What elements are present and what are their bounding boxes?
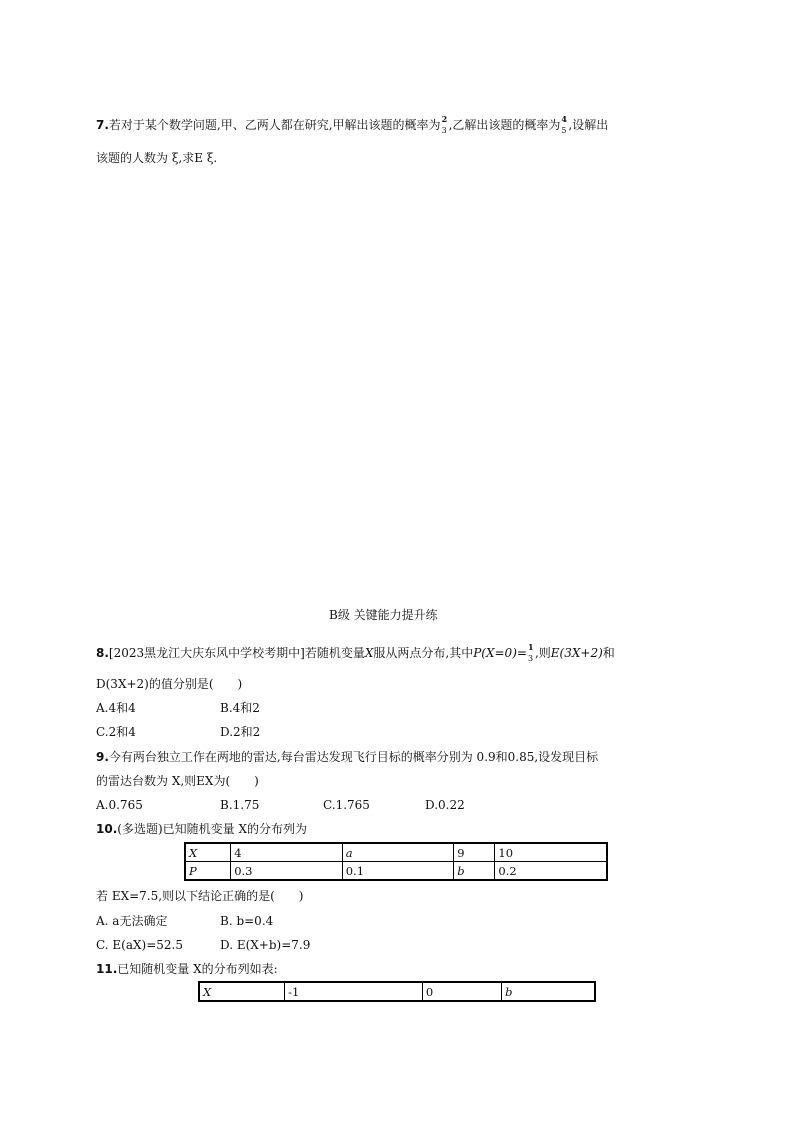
table-row (199, 982, 595, 1001)
q8-option-b: B.4和2 (220, 701, 260, 715)
q7-frac1-denominator: 3 (441, 125, 447, 135)
q7-line2: 该题的人数为 ξ,求E ξ. (96, 151, 218, 165)
q9-option-d: D.0.22 (425, 798, 465, 812)
q10-option-c: C. E(aX)=52.5 (96, 938, 183, 952)
q8-line2: D(3X+2)的值分别是( ) (96, 677, 243, 691)
q7-frac2-numerator: 4 (561, 113, 567, 124)
q7-text-c: ,设解出 (568, 118, 609, 132)
q7-frac1-numerator: 2 (441, 113, 448, 124)
table-cell: 10 (495, 843, 607, 862)
q8-text-d: 和 (602, 646, 615, 660)
q9-option-a: A.0.765 (96, 798, 143, 812)
q7-text-a: 若对于某个数学问题,甲、乙两人都在研究,甲解出该题的概率为 (108, 118, 441, 132)
q9-option-c: C.1.765 (323, 798, 370, 812)
q8-text-b: 服从两点分布,其中 (373, 646, 474, 660)
table-cell: 0.1 (342, 862, 454, 881)
q8-e-expr: E(3X+2) (550, 646, 603, 660)
section-b-heading: B级 关键能力提升练 (329, 608, 438, 622)
q10-option-a: A. a无法确定 (96, 914, 168, 928)
q8-fraction (527, 641, 535, 663)
q8-option-c: C.2和4 (96, 725, 136, 739)
q11-line1 (96, 961, 278, 977)
q8-eq: = (516, 646, 527, 660)
q9-text: 今有两台独立工作在两地的雷达,每台雷达发现飞行目标的概率分别为 0.9和0.85,设发现目标 (108, 750, 599, 764)
q8-var: X (364, 646, 374, 660)
q8-p-expr: P(X=0) (473, 646, 517, 660)
q10-text: (多选题)已知随机变量 X的分布列为 (117, 822, 307, 836)
table-row (185, 843, 607, 862)
q10-line1 (96, 821, 307, 837)
q10-option-b: B. b=0.4 (220, 914, 274, 928)
table-cell: P (185, 862, 231, 881)
q7-line1 (96, 113, 609, 135)
q10-line2: 若 EX=7.5,则以下结论正确的是( ) (96, 889, 304, 903)
table-cell: 0.2 (495, 862, 607, 881)
table-cell: a (342, 843, 454, 862)
q8-option-a: A.4和4 (96, 701, 136, 715)
q8-frac-numerator: 1 (527, 641, 534, 652)
table-cell: 0.3 (231, 862, 343, 881)
q7-text-b: ,乙解出该题的概率为 (448, 118, 561, 132)
q9-line2: 的雷达台数为 X,则EX为( ) (96, 774, 259, 788)
q11-distribution-table (198, 981, 596, 1002)
q8-text-a: [2023黑龙江大庆东风中学校考期中]若随机变量 (108, 646, 365, 660)
q7-fraction-2 (560, 113, 568, 135)
table-cell: 9 (454, 843, 495, 862)
q10-distribution-table (184, 842, 608, 881)
q9-number: 9. (96, 750, 109, 764)
table-cell: X (185, 843, 231, 862)
q9-option-b: B.1.75 (220, 798, 260, 812)
q8-frac-denominator: 3 (527, 653, 534, 663)
table-cell: b (454, 862, 495, 881)
table-row (185, 862, 607, 881)
q11-text: 已知随机变量 X的分布列如表: (117, 962, 278, 976)
q7-fraction-1 (441, 113, 449, 135)
q10-option-d: D. E(X+b)=7.9 (220, 938, 311, 952)
table-cell: X (199, 982, 285, 1001)
table-cell: 4 (231, 843, 343, 862)
table-cell: 0 (422, 982, 501, 1001)
table-cell: b (502, 982, 595, 1001)
q7-frac2-denominator: 5 (561, 125, 567, 135)
q9-line1 (96, 749, 598, 765)
q8-number: 8. (96, 646, 109, 660)
q8-option-d: D.2和2 (220, 725, 261, 739)
q10-number: 10. (96, 822, 118, 836)
q7-number: 7. (96, 118, 109, 132)
q11-number: 11. (96, 962, 118, 976)
q8-text-c: ,则 (534, 646, 551, 660)
table-cell: -1 (285, 982, 423, 1001)
q8-line1 (96, 641, 615, 663)
